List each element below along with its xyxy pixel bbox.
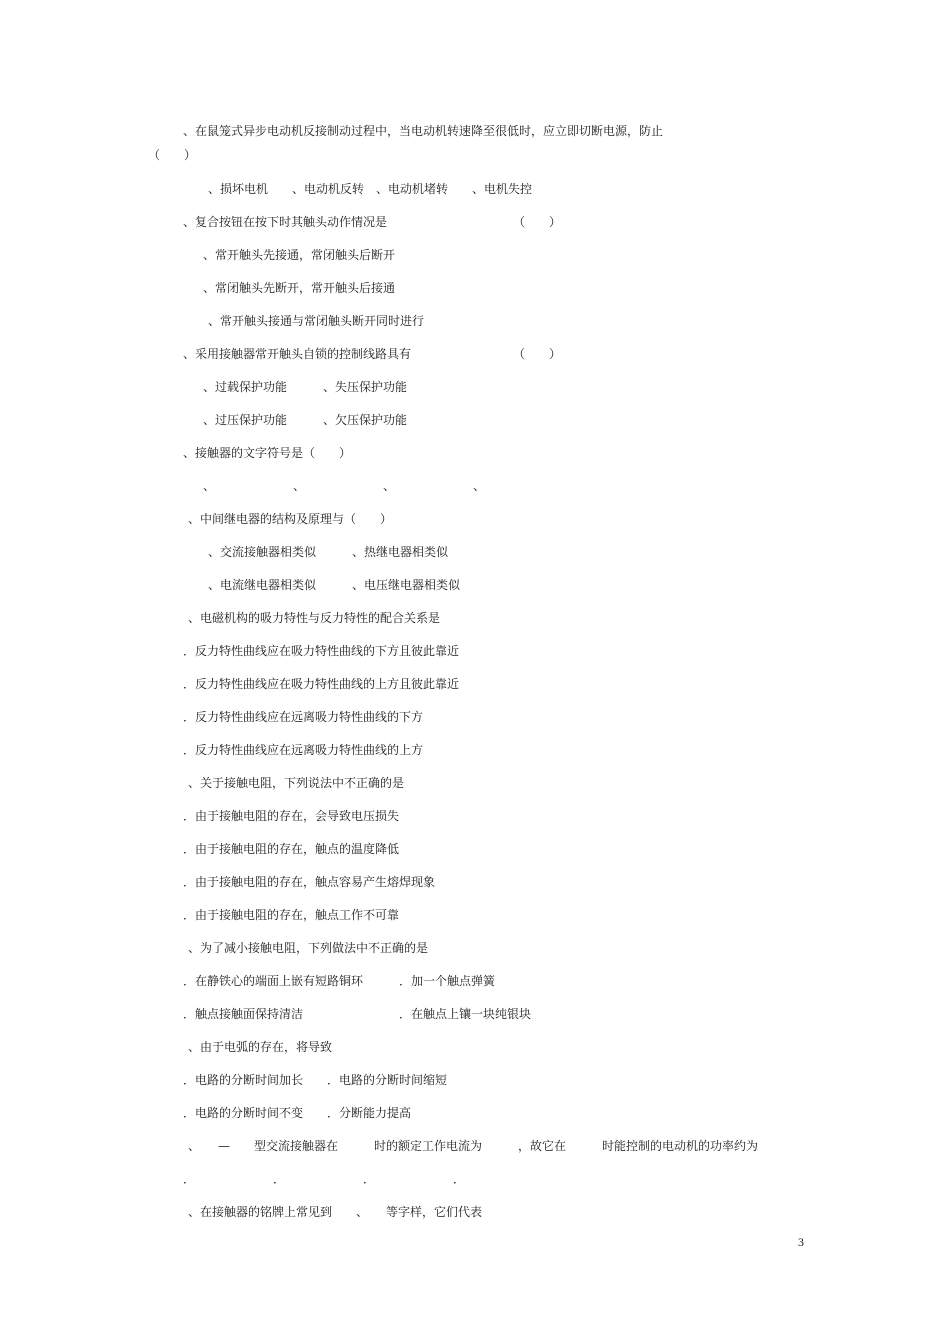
option-line: 、过压保护功能 、欠压保护功能 xyxy=(203,413,408,427)
question-line: 、 — 型交流接触器在 时的额定工作电流为 ，故它在 时能控制的电动机的功率约为 xyxy=(188,1139,759,1153)
question-line: 、电磁机构的吸力特性与反力特性的配合关系是 xyxy=(188,611,441,625)
question-line: 、采用接触器常开触头自锁的控制线路具有 （ ） xyxy=(183,347,562,361)
option-line: 、常闭触头先断开，常开触头后接通 xyxy=(203,281,396,295)
option-line: ． ． ． ． xyxy=(183,1172,466,1186)
question-line: 、复合按钮在按下时其触头动作情况是 （ ） xyxy=(183,215,562,229)
option-line: 、过载保护功能 、失压保护功能 xyxy=(203,380,408,394)
option-line: ．由于接触电阻的存在，触点工作不可靠 xyxy=(183,908,400,922)
page-number: 3 xyxy=(798,1235,804,1249)
option-line: 、损坏电机 、电动机反转 、电动机堵转 、电机失控 xyxy=(208,182,533,196)
question-line: 、在接触器的铭牌上常见到 、 等字样，它们代表 xyxy=(188,1205,483,1219)
option-line: 、常开触头接通与常闭触头断开同时进行 xyxy=(208,314,425,328)
option-line: ．反力特性曲线应在吸力特性曲线的下方且彼此靠近 xyxy=(183,644,460,658)
question-line: 、关于接触电阻，下列说法中不正确的是 xyxy=(188,776,405,790)
question-line: 、在鼠笼式异步电动机反接制动过程中，当电动机转速降至很低时，应立即切断电源，防止 xyxy=(183,124,664,138)
option-line: ．电路的分断时间加长 ．电路的分断时间缩短 xyxy=(183,1073,448,1087)
option-line: 、常开触头先接通，常闭触头后断开 xyxy=(203,248,396,262)
answer-bracket: （ ） xyxy=(148,148,197,162)
question-line: 、由于电弧的存在，将导致 xyxy=(188,1040,333,1054)
option-line: 、交流接触器相类似 、热继电器相类似 xyxy=(208,545,449,559)
option-line: ．触点接触面保持清洁 ．在触点上镶一块纯银块 xyxy=(183,1007,532,1021)
option-line: ．由于接触电阻的存在，触点容易产生熔焊现象 xyxy=(183,875,436,889)
option-line: ．由于接触电阻的存在，触点的温度降低 xyxy=(183,842,400,856)
option-line: ．反力特性曲线应在吸力特性曲线的上方且彼此靠近 xyxy=(183,677,460,691)
option-line: ．在静铁心的端面上嵌有短路铜环 ．加一个触点弹簧 xyxy=(183,974,496,988)
option-line: 、 、 、 、 xyxy=(203,479,486,493)
option-line: ．电路的分断时间不变 ．分断能力提高 xyxy=(183,1106,412,1120)
option-line: ．反力特性曲线应在远离吸力特性曲线的上方 xyxy=(183,743,424,757)
question-line: 、接触器的文字符号是（ ） xyxy=(183,446,352,460)
option-line: 、电流继电器相类似 、电压继电器相类似 xyxy=(208,578,461,592)
option-line: ．由于接触电阻的存在，会导致电压损失 xyxy=(183,809,400,823)
question-line: 、为了减小接触电阻，下列做法中不正确的是 xyxy=(188,941,429,955)
option-line: ．反力特性曲线应在远离吸力特性曲线的下方 xyxy=(183,710,424,724)
question-line: 、中间继电器的结构及原理与（ ） xyxy=(188,512,393,526)
